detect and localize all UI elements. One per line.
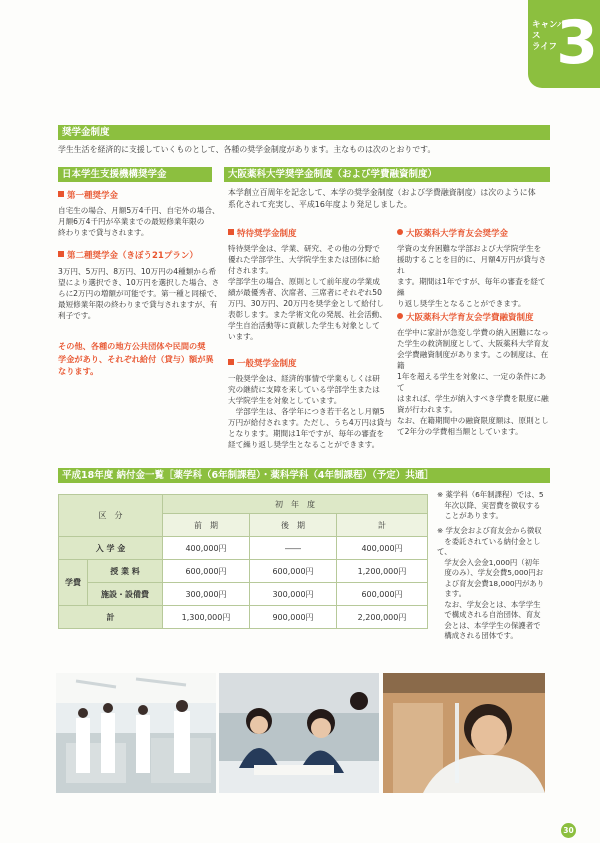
first-year-header: 初 年 度	[163, 495, 428, 514]
tuition-group-label: 学費	[59, 560, 88, 606]
circle-bullet-icon	[397, 313, 403, 319]
cell-value: 300,000円	[250, 583, 337, 606]
cell-value: 1,200,000円	[337, 560, 428, 583]
category-header: 区 分	[59, 495, 163, 537]
researcher-photo	[383, 673, 545, 793]
col-first-term: 前 期	[163, 514, 250, 537]
fees-note-practicum: ※ 薬学科（6年制課程）では、5 年次以降、実習費を徴収する ことがあります。	[437, 490, 544, 520]
chapter-tab	[528, 0, 600, 88]
jasso-type1-text: 自宅生の場合、月額5万4千円、自宅外の場合、 月額6万4千円が卒業までの最短修業年限の 終わりまで貸与されます。	[58, 206, 220, 237]
square-bullet-icon	[58, 191, 64, 197]
tuition-loan-text: 在学中に家計が急変し学費の納入困難になっ た学生の救済制度として、大阪薬科大学育友 会学費融資制度があります。この制度は、在籍 1年を超える学生を対象に、一定の条件にあて はまれば、学生が納入すべき学費を限度に融 資が行われます。 なお、在籍期間中の融資限度額は、原則とし て2年分の学費相当額としています。	[397, 328, 549, 436]
square-bullet-icon	[228, 359, 234, 365]
row-label: 授 業 料	[88, 560, 163, 583]
table-row	[59, 560, 428, 583]
fees-note-associations: ※ 学友会および育友会から徴収 を委託されている納付金として、 学友会入会金1,000円（初年 度のみ）、学友会費5,000円お よび育友会費18,000円があり ます。 なお、学友会とは、本学学生 で構成される自治団体、育友 会とは、本学学生の保護者で 構成される団体です。	[437, 526, 545, 640]
col-second-term: 後 期	[250, 514, 337, 537]
scholarship-intro: 学生生活を経済的に支援していくものとして、各種の奨学金制度があります。主なものは次のとおりです。	[58, 145, 436, 154]
cell-value: 300,000円	[163, 583, 250, 606]
square-bullet-icon	[58, 251, 64, 257]
alumni-scholarship-title: 大阪薬科大学育友会奨学金	[397, 228, 508, 240]
general-scholarship-title: 一般奨学金制度	[228, 358, 297, 370]
scholarship-section-title: 奨学金制度	[58, 125, 550, 140]
special-scholarship-text: 特待奨学金は、学業、研究、その他の分野で 優れた学部学生、大学院学生または団体に給 付されます。 学部学生の場合、原則として前年度の学業成 績が最優秀者、次席者、三席者にそれぞれ50 万円、30万円、20万円を奨学金として給付し 表彰します。また学術文化の発展、社会活動、 学生自治活動等に貢献した学生も対象として います。	[228, 244, 387, 341]
other-scholarships-note: その他、各種の地方公共団体や民間の奨 学金があり、それぞれ給付（貸与）額が異 なります。	[58, 341, 214, 376]
tuition-loan-title: 大阪薬科大学育友会学費融資制度	[397, 312, 534, 324]
fees-table	[58, 494, 428, 629]
cell-value: 400,000円	[163, 537, 250, 560]
col-total: 計	[337, 514, 428, 537]
cell-value: ――	[250, 537, 337, 560]
row-label: 計	[59, 606, 163, 629]
cell-value: 600,000円	[337, 583, 428, 606]
square-bullet-icon	[228, 229, 234, 235]
osaka-title: 大阪薬科大学奨学金制度（および学費融資制度）	[224, 167, 550, 182]
special-scholarship-title: 特待奨学金制度	[228, 228, 297, 240]
jasso-type2-title: 第二種奨学金（きぼう21プラン）	[58, 250, 198, 262]
row-label: 施設・設備費	[88, 583, 163, 606]
chapter-label: キャンパス ライフ	[532, 20, 566, 52]
cell-value: 400,000円	[337, 537, 428, 560]
jasso-type2-text: 3万円、5万円、8万円、10万円の4種類から希 望により選択でき、10万円を選択した場合、さ らに2万円の増額が可能です。第一種と同様で、 最短修業年限の終わりまで貸与されますが、有 利子です。	[58, 267, 222, 320]
fees-title: 平成18年度 納付金一覧［薬学科（6年制課程）・薬科学科（4年制課程）（予定）共通］	[58, 468, 550, 483]
circle-bullet-icon	[397, 229, 403, 235]
lab-photo	[56, 673, 216, 793]
osaka-intro: 本学創立百周年を記念して、本学の奨学金制度（および学費融資制度）は次のように体 系化されて充実し、平成16年度より発足しました。	[228, 188, 536, 209]
cell-value: 900,000円	[250, 606, 337, 629]
page-number: 30	[561, 823, 576, 838]
table-row	[59, 606, 428, 629]
general-scholarship-text: 一般奨学金は、経済的事情で学業もしくは研 究の継続に支障を来している学部学生または 大学院学生を対象としています。 学部学生は、各学年につき若干名とし月額5 万円が給付されます。ただし、うち4万円は貸与 となります。期間は1年ですが、毎年の審査を 経て繰り返し奨学生となることができます。	[228, 374, 392, 449]
row-label: 入 学 金	[59, 537, 163, 560]
cell-value: 1,300,000円	[163, 606, 250, 629]
cell-value: 2,200,000円	[337, 606, 428, 629]
jasso-title: 日本学生支援機構奨学金	[58, 167, 212, 182]
table-row	[59, 537, 428, 560]
cell-value: 600,000円	[163, 560, 250, 583]
alumni-scholarship-text: 学資の支弁困難な学部および大学院学生を 援助することを目的に、月額4万円が貸与され ます。期間は1年ですが、毎年の審査を経て繰 り返し奨学生となることができます。	[397, 244, 547, 308]
jasso-type1-title: 第一種奨学金	[58, 190, 118, 202]
cell-value: 600,000円	[250, 560, 337, 583]
table-row	[59, 583, 428, 606]
students-photo	[219, 673, 379, 793]
chapter-number: 3	[556, 8, 598, 78]
